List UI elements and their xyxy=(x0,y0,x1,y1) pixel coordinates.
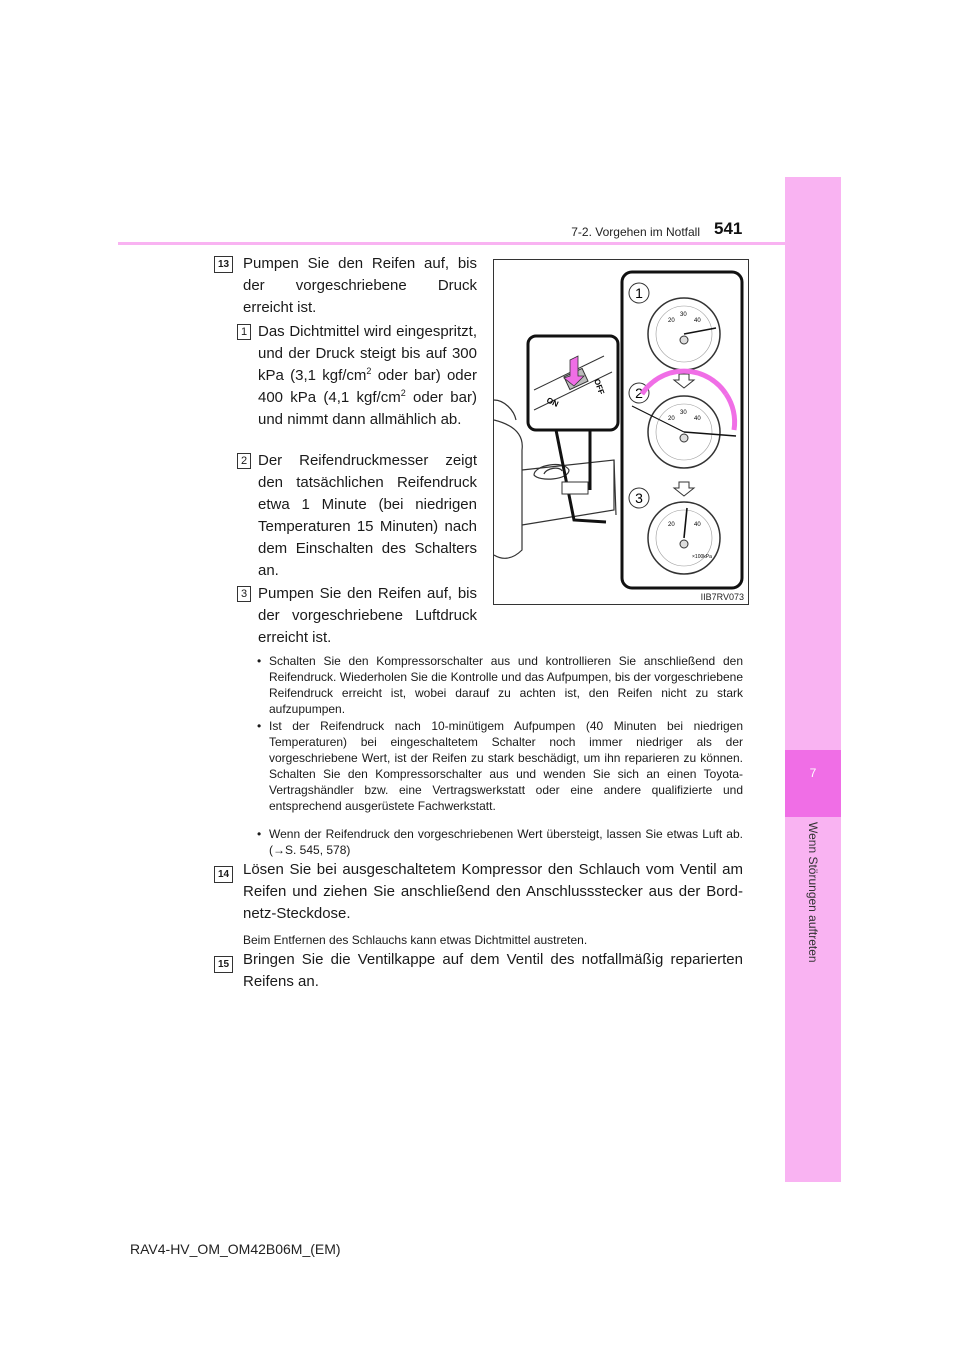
step-13-badge: 13 xyxy=(214,256,233,273)
gauge-3-label-20: 20 xyxy=(668,522,675,528)
chapter-number: 7 xyxy=(809,766,817,780)
gauge-2-label-20: 20 xyxy=(668,416,675,422)
note-1: • Schalten Sie den Kompressorschalter aus und kontrollieren Sie anschließend den Reifendruck. Wiederholen Sie die Kontrolle und das Aufpumpen, bis der vorgeschriebene Reifendruck erreicht ist, wobei darauf zu achten ist, den Reifen nicht zu stark aufzupumpen. xyxy=(256,653,743,717)
callout-3: 3 xyxy=(635,490,643,506)
section-title: 7-2. Vorgehen im Notfall xyxy=(571,225,700,239)
document-code: RAV4-HV_OM_OM42B06M_(EM) xyxy=(130,1241,341,1257)
callout-1: 1 xyxy=(635,285,643,301)
gauge-1 xyxy=(648,298,720,370)
substep-1-badge: 1 xyxy=(237,324,251,340)
header-rule xyxy=(118,242,785,245)
gauge-3 xyxy=(648,502,720,574)
switch-off-label: OFF xyxy=(592,377,607,396)
step-15-badge: 15 xyxy=(214,956,233,973)
substep-2-badge: 2 xyxy=(237,453,251,469)
substep-1-text: Das Dichtmittel wird eingespritzt, und der Druck steigt bis auf 300 kPa (3,1 kgf/$cm^2$ oder bar) oder 400 kPa (4,1 kgf/$cm^2$ oder bar) und nimmt dann allmählich ab. xyxy=(258,323,477,428)
step-14-note: Beim Entfernen des Schlauchs kann etwas Dichtmittel austreten. xyxy=(243,933,588,947)
note-2: • Ist der Reifendruck nach 10-minütigem Aufpumpen (40 Minuten bei niedrigen Temperaturen) bei eingeschaltetem Schalter noch immer niedriger als der vorgeschriebene Wert, ist der Reifen zu stark beschädigt, um ihn reparieren zu können. Schalten Sie den Kompressorschalter aus und wenden Sie sich an einen Toyota-Vertragshändler bzw. eine Vertragswerkstatt oder eine andere qualifizierte und entsprechend ausgerüstete Fachwerkstatt. xyxy=(256,718,743,814)
chapter-number-tab xyxy=(785,750,841,817)
page-number: 541 xyxy=(714,219,743,238)
step-14-text: Lösen Sie bei ausgeschaltetem Kompressor den Schlauch vom Ventil am Reifen und ziehen Sie anschließend den Anschlussstecker aus der Bordnetz-Steckdose. xyxy=(243,861,743,922)
chapter-side-tab xyxy=(785,177,841,1182)
substep-3-text: Pumpen Sie den Reifen auf, bis der vorgeschriebene Luftdruck erreicht ist. xyxy=(258,585,477,646)
gauge-1-label-30: 30 xyxy=(680,312,687,318)
chapter-title: Wenn Störungen auftreten xyxy=(806,822,820,963)
note-3: • Wenn der Reifendruck den vorgeschriebenen Wert übersteigt, lassen Sie etwas Luft ab. (→S. 545, 578) xyxy=(256,826,743,858)
gauge-3-unit: ×100kPa xyxy=(692,554,712,560)
compressor-gauge-illustration xyxy=(493,259,749,605)
step-15-text: Bringen Sie die Ventilkappe auf dem Ventil des notfallmäßig reparierten Reifens an. xyxy=(243,951,743,990)
gauge-1-label-40: 40 xyxy=(694,318,701,324)
substep-2-text: Der Reifendruckmesser zeigt den tatsächlichen Reifendruck etwa 1 Minute (bei niedrigen Temperaturen 15 Minuten) nach dem Einschalten des Schalters an. xyxy=(258,452,477,579)
illustration-svg xyxy=(494,260,748,604)
substep-3-badge: 3 xyxy=(237,586,251,602)
gauge-1-label-20: 20 xyxy=(668,318,675,324)
gauge-2-label-30: 30 xyxy=(680,410,687,416)
figure-code: IIB7RV073 xyxy=(700,592,744,602)
step-14-badge: 14 xyxy=(214,866,233,883)
gauge-3-label-40: 40 xyxy=(694,522,701,528)
step-13-text: Pumpen Sie den Reifen auf, bis der vorgeschriebene Druck erreicht ist. xyxy=(243,255,477,316)
gauge-2-label-40: 40 xyxy=(694,416,701,422)
callout-2: 2 xyxy=(635,385,643,401)
switch-on-label: ON xyxy=(545,395,560,409)
